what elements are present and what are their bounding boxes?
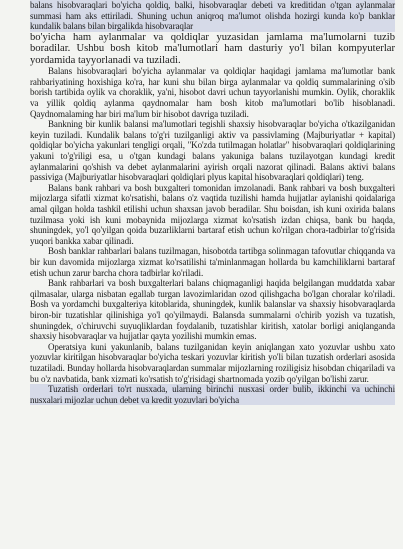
text-line: qilishgacha bo'lgan choralar ko'riladi. Bosh va yordamchi buxgalteriya kitoblarida, [30, 288, 395, 310]
text-line: mobaynida mijozlarga xizmat ko'rsatish izdan chiqsa, bank bu haqda, shuningdek, [30, 214, 395, 236]
text-line: aylanmalar va qoldiq summalarining o'sib borish tartibida oylik va choraklik, ya'ni, [30, 76, 395, 98]
text-line: Bank rahbarlari va bosh buxgalterlari balans chiqmaganligi haqida belgilangan [48, 278, 338, 289]
text-line: ushbu xato yozuvlar kiritilgan hisobvaraqlar bo'yicha teskari yozuvlar kiritish yo'li [30, 341, 395, 363]
text-line: olishda hozirgi kunda ko'p banklar kundalik balans bilan birgalikda hisobvaraqlar [30, 10, 395, 32]
text-line: o'tgan kundagi balans yakuniga balans tuzilayotgan kundagi kredit aylanmalarini [30, 151, 395, 172]
text-line: tafovutlar chiqqanda va bir kun davomida mijozlarga xizmat ko'rsatilishi [30, 246, 395, 267]
text-line: bosh buxgalteri mijozlarga sifatli xizmat ko'rsatishi, balans o'z vaqtida tuzilishi [30, 182, 396, 204]
text-line: biri ma'lum bir hisobot davriga tuziladi. [109, 108, 249, 119]
paragraph-text [30, 384, 395, 405]
text-line: qoldiqlari) teng. [307, 172, 364, 183]
text-line: passivlaming (Majburiyatlar + kapital) qoldiqlar bo'yicha yakunlari tengligi orqali, [30, 129, 395, 151]
text-line: hamda hujjatlar aylanishi qoidalariga amal qilgan holda tashkil etilishi uchun shaxsan [30, 193, 396, 214]
text-line: Operatsiya kuni yakunlanib, balans tuzilganidan keyin aniqlangan xato yozuvlar [48, 341, 355, 352]
text-line: muddatda xabar qilmasalar, ularga nisbatan egallab turgan lavozimlaridan ozod [30, 278, 395, 299]
paragraph-2 [30, 66, 395, 119]
text-line: shuningdek, o'chiruvchi suyuqliklardan foydalanib, tuzatishlar kiritish, xatolar borligi [30, 320, 348, 331]
paragraph-4 [30, 183, 395, 247]
text-line: bilan tuzatish orderlari asosida tuzatiladi. Bunday hollarda hisobvaraqlardan [30, 352, 395, 373]
paragraph-5 [30, 246, 395, 278]
paragraph-text [30, 0, 395, 32]
text-line: Balans hisobvaraqlari bo'yicha aylanmalar va qoldiqlar haqidagi jamlama [48, 66, 331, 77]
text-line: va uchinchi nusxalari mijozlar uchun debet va kredit yozuvlari bo'yicha [30, 384, 395, 405]
text-line: aniqlanganda shaxsiy hisobvaraqlar va hujjatlar qayta yozilishi mumkin emas. [30, 320, 395, 342]
text-line: tadbirlar ko'riladi. [140, 267, 204, 278]
text-line: qilinishiga yo'l qo'yilmaydi. Balansda summalarni o'chirib yozish va tuzatish, [106, 309, 395, 320]
text-line: o'tkazilganidan keyin tuziladi. Kundalik balans to'g'ri tuzilganligi aktiv va [30, 119, 395, 140]
text-line: javob beradilar. Shu boisdan, ish kuni oxirida balans tuzilmasa yoki ish kuni [30, 204, 396, 225]
paragraph-8 [30, 384, 395, 405]
text-line: Bankning bir kunlik balansi ma'lumotlari tegishli shaxsiy hisobvaraqlar bo'yicha [48, 119, 342, 130]
text-line: ta'minlanmagan hollarda bu kamchiliklarni bartaraf etish uchun zarur barcha chora [30, 256, 395, 278]
text-line: balans hisobvaraqlari bo'yicha qoldiq, balki, hisobvaraqlar debeti va kreditidan [30, 0, 331, 10]
text-line: hisobot davri uchun tayyorlanishi mumkin. Oylik, choraklik va yillik qoldiq aylanma [30, 87, 395, 109]
text-line: yo'l qo'yilgan qoida buzarliklarni bartaraf etish uchun ko'rilgan chora-tadbirlar [75, 225, 362, 236]
text-line: summalar mijozlarning roziligisiz hisobdan chiqariladi va bu o'z navbatida, bank [30, 362, 395, 384]
text-line: shuningdek, kunlik balanslar va shaxsiy hisobvaraqlarda biron-bir tuzatishlar [30, 299, 395, 320]
paragraph-6 [30, 278, 395, 342]
text-line: boradilar. Ushbu bosh kitob ma'lumotlari ham dasturiy yo'l bilan [30, 43, 338, 55]
text-line: qaydnomalar ham bosh kitob ma'lumotlari bo'lib hisoblanadi. Qaydnomalaming har [30, 98, 396, 119]
text-line: Bosh banklar rahbarlari balans tuzilmagan, hisobotda tartibga solinmagan [48, 246, 312, 257]
paragraph-0 [30, 0, 395, 32]
text-line: "Ko'zda tutilmagan holatlar" hisobvaraqlari qoldiqlarining yakuni to'g'riligi esa, u [30, 140, 395, 162]
text-line: passiviga (Majburiyatlar hisobvaraqlari qoldiqlari plyus kapital hisobvaraqlari [30, 172, 308, 183]
paragraph-1 [30, 32, 395, 67]
text-line: kompyuterlar yordamida tayyorlanadi va tuziladi. [30, 43, 395, 66]
paragraph-3 [30, 119, 395, 183]
text-line: qo'shish va debet aylanmalarini ayirish orqali nazorat qilinadi. Balans aktivi balans [82, 161, 395, 172]
text-line: Balans bank rahbari va bosh buxgalteri tomonidan imzolanadi. Bank rahbari va [48, 182, 340, 193]
text-line: xizmati ko'rsatish to'g'risidagi shartnomada yozib qo'yilgan bo'lishi zarur. [110, 373, 369, 384]
text-line: ma'lumotlar bank rahbariyatining hoxishiga ko'ra, har kuni shu bilan birga [30, 66, 395, 87]
text-line: Tuzatish orderlari to'rt nusxada, ularning birinchi nusxasi order bulib, ikkinchi [48, 384, 352, 395]
paragraph-7 [30, 342, 395, 384]
text-line: bo'yicha ham aylanmalar va qoldiqlar yuzasidan jamlama ma'lumolarni tuzib [30, 31, 395, 43]
text-line: o'tgan aylanmalar summasi ham aks ettiriladi. Shuning uchun aniqroq ma'lumot [30, 0, 395, 21]
text-line: to'g'risida yuqori bankka xabar qilinadi. [30, 225, 395, 246]
